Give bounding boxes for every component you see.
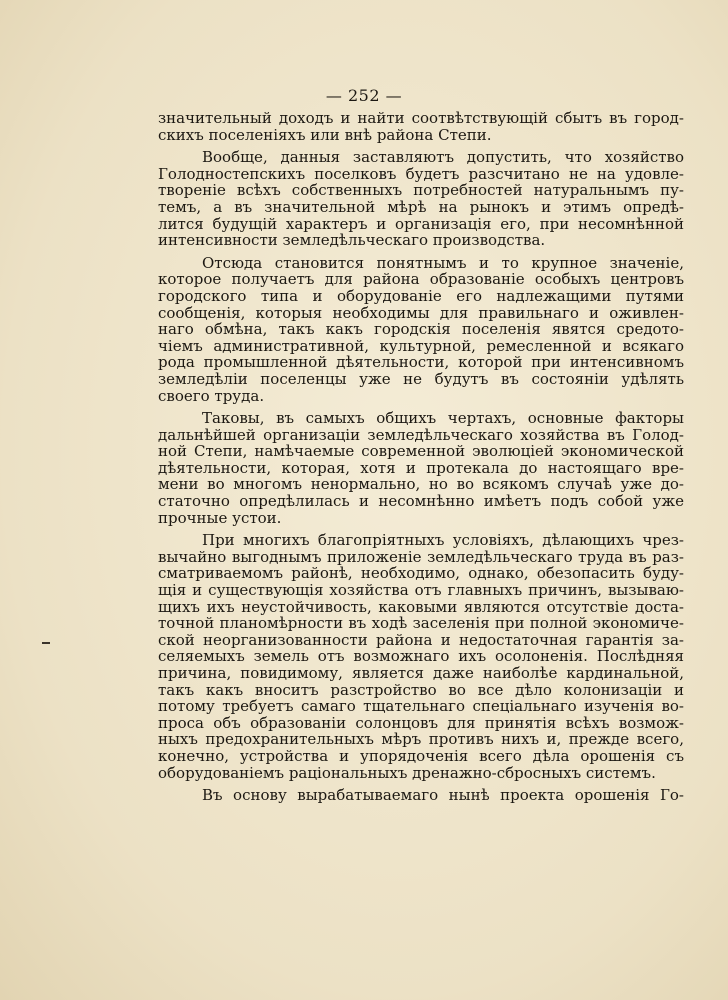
text-line: Въ основу вырабатываемаго нынѣ проекта орошенія Го- [202, 786, 684, 805]
text-line: щихъ ихъ неустойчивость, каковыми являются отсутствіе доста- [158, 597, 684, 616]
paragraph-3 [158, 255, 684, 404]
text-line: Вообще, данныя заставляютъ допустить, что хозяйство [202, 148, 684, 167]
text-line: ной Степи, намѣчаемые современной эволюціей экономической [158, 442, 684, 461]
paragraph-4 [158, 410, 684, 526]
text-line: такъ какъ вноситъ разстройство во все дѣло колонизаціи и [158, 680, 684, 699]
text-line: земледѣліи поселенцы уже не будутъ въ состояніи удѣлять [158, 369, 684, 388]
text-line: точной планомѣрности въ ходѣ заселенія при полной экономиче- [158, 614, 684, 633]
paragraph-2 [158, 149, 684, 249]
text-line: оборудованіемъ раціональныхъ дренажно-сбросныхъ системъ. [158, 763, 656, 782]
text-line: потому требуетъ самаго тщательнаго спеціальнаго изученія во- [158, 697, 684, 716]
text-line: Таковы, въ самыхъ общихъ чертахъ, основные факторы [202, 409, 684, 428]
text-line: щія и существующія хозяйства отъ главныхъ причинъ, вызываю- [158, 581, 684, 600]
text-line: наго обмѣна, такъ какъ городскія поселенія явятся средото- [158, 320, 684, 339]
text-line: дѣятельности, которая, хотя и протекала до настоящаго вре- [158, 458, 684, 477]
paragraph-1 [158, 110, 684, 143]
text-line: сматриваемомъ районѣ, необходимо, однако, обезопасить буду- [158, 564, 684, 583]
text-line: чіемъ административной, культурной, ремесленной и всякаго [158, 336, 684, 355]
text-line: Голодностепскихъ поселковъ будетъ разсчитано не на удовле- [158, 164, 684, 183]
text-line: статочно опредѣлилась и несомнѣнно имѣетъ подъ собой уже [158, 492, 684, 511]
text-line: темъ, а въ значительной мѣрѣ на рынокъ и этимъ опредѣ- [158, 197, 684, 216]
text-line: ныхъ предохранительныхъ мѣръ противъ нихъ и, прежде всего, [158, 730, 684, 749]
text-line: твореніе всѣхъ собственныхъ потребностей натуральнымъ пу- [158, 181, 684, 200]
body-text [158, 110, 684, 810]
text-line: которое получаетъ для района образованіе особыхъ центровъ [158, 270, 684, 289]
text-line: вычайно выгоднымъ приложеніе земледѣльческаго труда въ раз- [158, 547, 684, 566]
text-line: проса объ образованіи солонцовъ для принятія всѣхъ возмож- [158, 713, 684, 732]
text-line: интенсивности земледѣльческаго производства. [158, 231, 546, 250]
text-line: При многихъ благопріятныхъ условіяхъ, дѣлающихъ чрез- [202, 531, 684, 550]
page-number: — 252 — [325, 86, 403, 105]
text-line: сообщенія, которыя необходимы для правильнаго и оживлен- [158, 303, 684, 322]
text-line: конечно, устройства и упорядоченія всего дѣла орошенія съ [158, 746, 684, 765]
paragraph-5 [158, 532, 684, 781]
text-line: прочные устои. [158, 508, 282, 527]
margin-mark [42, 642, 50, 644]
paragraph-6 [158, 787, 684, 804]
text-line: селяемыхъ земель отъ возможнаго ихъ осолоненія. Послѣдняя [158, 647, 684, 666]
text-line: скихъ поселеніяхъ или внѣ района Степи. [158, 125, 492, 144]
text-line: городского типа и оборудованіе его надлежащими путями [158, 286, 684, 305]
text-line: мени во многомъ ненормально, но во всякомъ случаѣ уже до- [158, 475, 684, 494]
text-line: дальнѣйшей организаціи земледѣльческаго хозяйства въ Голод- [158, 425, 684, 444]
text-line: причина, повидимому, является даже наиболѣе кардинальной, [158, 664, 684, 682]
text-line: своего труда. [158, 386, 265, 405]
text-line: рода промышленной дѣятельности, которой при интенсивномъ [158, 353, 684, 372]
text-line: значительный доходъ и найти соотвѣтствующій сбытъ въ город- [158, 109, 684, 127]
text-line: Отсюда становится понятнымъ и то крупное значеніе, [202, 253, 684, 272]
text-line: лится будущій характеръ и организація его, при несомнѣнной [158, 214, 684, 233]
text-line: ской неорганизованности района и недостаточная гарантія за- [158, 630, 684, 649]
